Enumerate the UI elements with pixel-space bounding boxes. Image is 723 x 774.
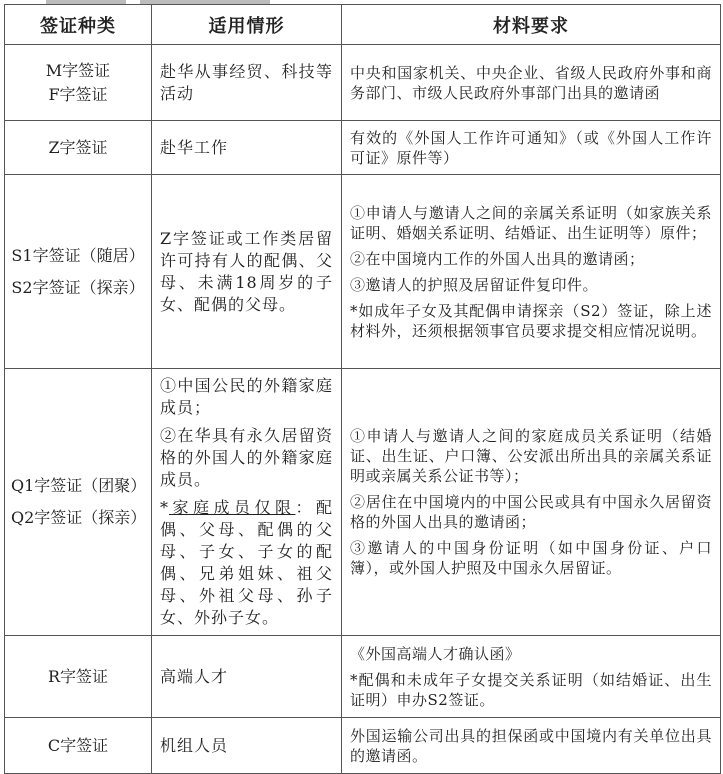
situation-cell bbox=[152, 121, 342, 175]
materials-cell bbox=[342, 45, 721, 121]
visa-type-q2: Q2字签证（探亲） bbox=[11, 508, 147, 527]
visa-type-cell bbox=[5, 718, 152, 774]
situation-text: Z字签证或工作类居留许可持有人的配偶、父母、未满18周岁的子女、配偶的父母。 bbox=[160, 228, 333, 314]
situation-text: 高端人才 bbox=[160, 666, 229, 686]
visa-type-s2: S2字签证（探亲） bbox=[11, 277, 145, 297]
materials-text: 有效的《外国人工作许可通知》（或《外国人工作许可证》原件等） bbox=[350, 128, 712, 167]
materials-note: *配偶和未成年子女提交关系证明（如结婚证、出生证明）申办S2签证。 bbox=[350, 670, 712, 709]
materials-text: 外国运输公司出具的担保函或中国境内有关单位出具的邀请函。 bbox=[350, 726, 712, 765]
header-visa-type: 签证种类 bbox=[5, 5, 152, 45]
table-row-r bbox=[5, 636, 721, 718]
visa-type-m: M字签证 bbox=[45, 60, 111, 80]
materials-cell bbox=[342, 121, 721, 175]
header-materials: 材料要求 bbox=[342, 5, 721, 45]
situation-cell bbox=[152, 45, 342, 121]
visa-type-z: Z字签证 bbox=[48, 137, 108, 157]
materials-item: ②在中国境内工作的外国人出具的邀请函； bbox=[350, 249, 645, 268]
visa-type-cell bbox=[5, 369, 152, 636]
materials-note: *如成年子女及其配偶申请探亲（S2）签证，除上述材料外，还须根据领事官员要求提交相应情况说明。 bbox=[350, 301, 712, 340]
materials-cell bbox=[342, 369, 721, 636]
note-prefix: * bbox=[160, 498, 169, 517]
table-row-c bbox=[5, 718, 721, 774]
materials-cell bbox=[342, 718, 721, 774]
materials-item: ③邀请人的中国身份证明（如中国身份证、户口簿），或外国人护照及中国永久居留证。 bbox=[350, 539, 712, 577]
visa-type-cell bbox=[5, 636, 152, 718]
materials-item: ②居住在中国境内的中国公民或具有中国永久居留资格的外国人出具的邀请函； bbox=[350, 493, 712, 531]
situation-text: 赴华工作 bbox=[160, 137, 229, 157]
visa-type-s1: S1字签证（随居） bbox=[11, 245, 145, 265]
table-row-s bbox=[5, 175, 721, 369]
situation-item: ②在华具有永久居留资格的外国人的外籍家庭成员。 bbox=[160, 426, 333, 489]
materials-item: ①申请人与邀请人之间的亲属关系证明（如家族关系证明、婚姻关系证明、结婚证、出生证明等）原件； bbox=[350, 203, 712, 242]
visa-type-cell bbox=[5, 175, 152, 369]
situation-note bbox=[160, 497, 333, 629]
situation-text: 赴华从事经贸、科技等活动 bbox=[160, 61, 333, 103]
note-rest: ：配偶、父母、配偶的父母、子女、子女的配偶、兄弟姐妹、祖父母、外祖父母、孙子女、外孙子女。 bbox=[160, 498, 333, 627]
visa-type-r: R字签证 bbox=[47, 666, 109, 686]
situation-cell bbox=[152, 369, 342, 636]
visa-table bbox=[4, 4, 721, 774]
materials-item: ①申请人与邀请人之间的家庭成员关系证明（结婚证、出生证、户口簿、公安派出所出具的亲属关系证明或亲属关系公证书等）； bbox=[350, 427, 712, 485]
situation-cell bbox=[152, 175, 342, 369]
visa-type-cell bbox=[5, 121, 152, 175]
situation-text: 机组人员 bbox=[160, 735, 229, 755]
materials-cell bbox=[342, 636, 721, 718]
table-row-z bbox=[5, 121, 721, 175]
table-row-q bbox=[5, 369, 721, 636]
visa-type-f: F字签证 bbox=[48, 84, 108, 104]
visa-type-q1: Q1字签证（团聚） bbox=[11, 476, 147, 495]
materials-cell bbox=[342, 175, 721, 369]
materials-text: 中央和国家机关、中央企业、省级人民政府外事和商务部门、市级人民政府外事部门出具的邀请函 bbox=[350, 63, 712, 102]
visa-type-c: C字签证 bbox=[47, 735, 109, 755]
header-row bbox=[5, 5, 721, 45]
header-situation: 适用情形 bbox=[152, 5, 342, 45]
situation-cell bbox=[152, 636, 342, 718]
situation-cell bbox=[152, 718, 342, 774]
note-underlined: 家庭成员仅限 bbox=[169, 498, 296, 517]
materials-item: ③邀请人的护照及居留证件复印件。 bbox=[350, 275, 599, 294]
table-row-mf bbox=[5, 45, 721, 121]
visa-type-cell bbox=[5, 45, 152, 121]
materials-item: 《外国高端人才确认函》 bbox=[350, 644, 521, 663]
situation-item: ①中国公民的外籍家庭成员； bbox=[160, 376, 333, 417]
